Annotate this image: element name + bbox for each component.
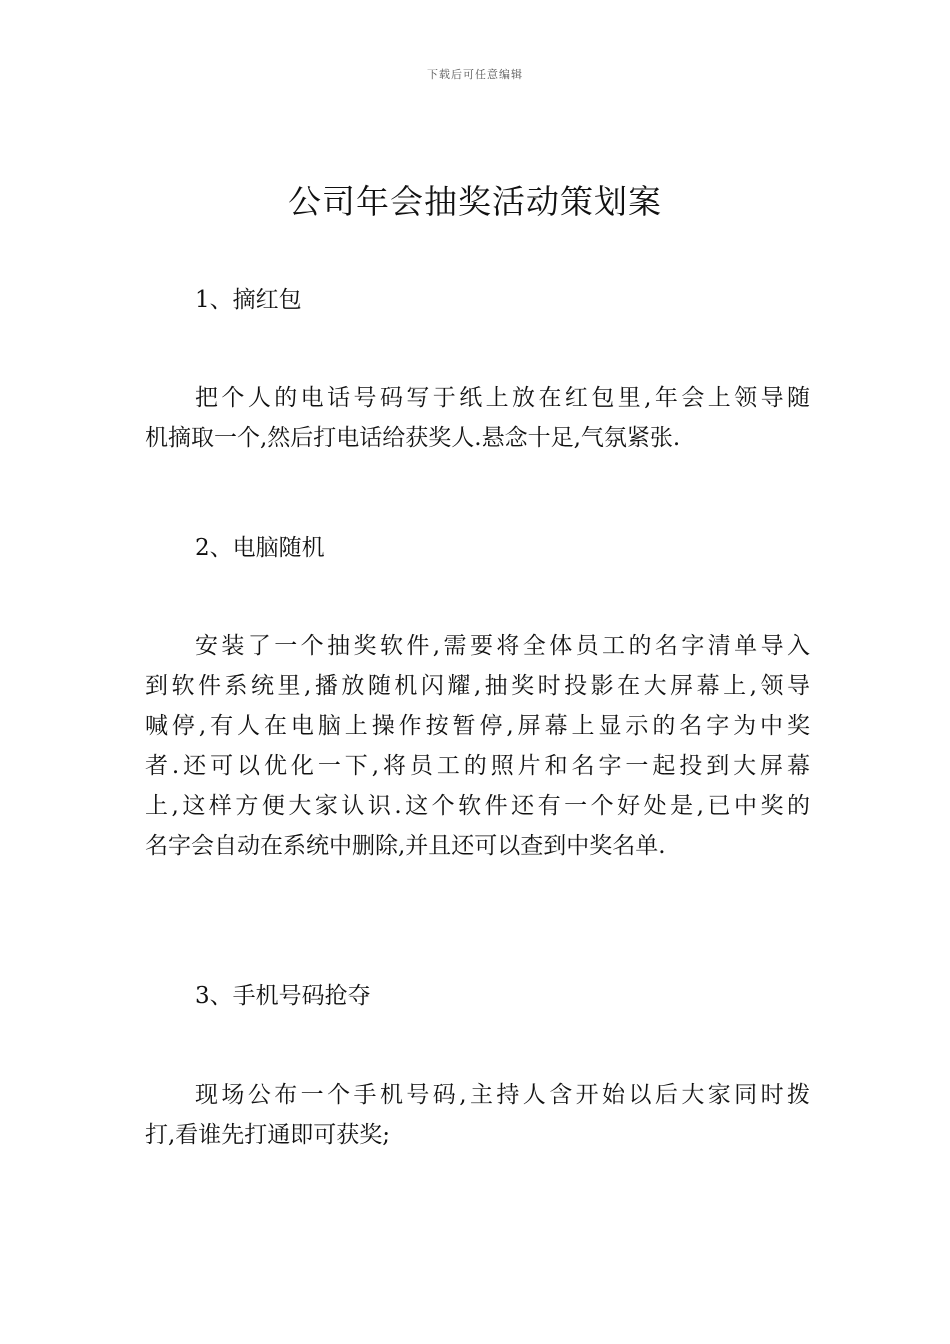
section-heading: 2、电脑随机 xyxy=(195,535,325,561)
paragraph-line: 到软件系统里,播放随机闪耀,抽奖时投影在大屏幕上,领导 xyxy=(145,673,810,699)
section-paragraph xyxy=(145,1075,810,1155)
paragraph-line: 现场公布一个手机号码,主持人含开始以后大家同时拨 xyxy=(195,1082,810,1108)
paragraph-line: 者.还可以优化一下,将员工的照片和名字一起投到大屏幕 xyxy=(145,753,810,779)
paragraph-line: 喊停,有人在电脑上操作按暂停,屏幕上显示的名字为中奖 xyxy=(145,713,810,739)
paragraph-line: 打,看谁先打通即可获奖; xyxy=(145,1122,391,1148)
section-paragraph xyxy=(145,378,810,458)
header-note: 下载后可任意编辑 xyxy=(427,68,523,81)
paragraph-line: 把个人的电话号码写于纸上放在红包里,年会上领导随 xyxy=(195,385,810,411)
section-heading: 3、手机号码抢夺 xyxy=(195,983,371,1009)
paragraph-line: 上,这样方便大家认识.这个软件还有一个好处是,已中奖的 xyxy=(145,793,810,819)
paragraph-line: 机摘取一个,然后打电话给获奖人.悬念十足,气氛紧张. xyxy=(145,425,681,451)
section-heading: 1、摘红包 xyxy=(195,287,302,313)
paragraph-line: 安装了一个抽奖软件,需要将全体员工的名字清单导入 xyxy=(195,633,810,659)
section-paragraph xyxy=(145,626,810,866)
paragraph-line: 名字会自动在系统中删除,并且还可以查到中奖名单. xyxy=(145,833,666,859)
document-title: 公司年会抽奖活动策划案 xyxy=(288,182,662,221)
